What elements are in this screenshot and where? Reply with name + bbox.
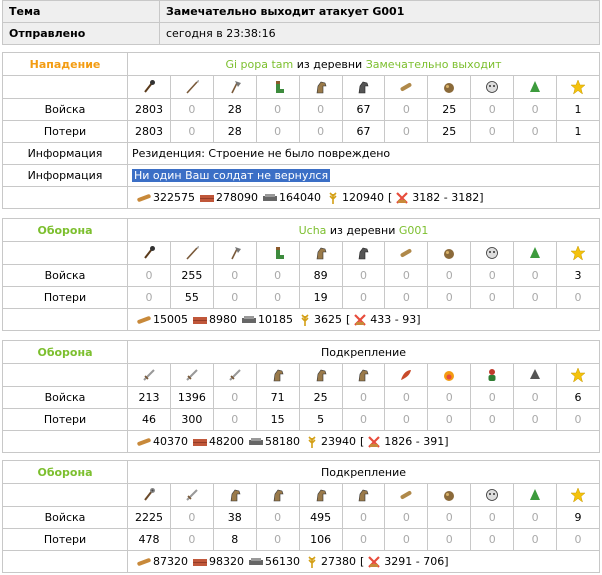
from-village-text: из деревни: [296, 57, 363, 71]
bounty-icon: [352, 312, 368, 328]
losses-label: Потери: [3, 529, 128, 551]
unit-count: 0: [256, 99, 299, 121]
defender-3-role: Оборона: [3, 461, 128, 484]
unit-count: 0: [170, 99, 213, 121]
unit-count: 0: [170, 121, 213, 143]
wood-value: 322575: [153, 190, 195, 204]
bounty-bracket: [: [346, 312, 351, 326]
chief-icon: [484, 245, 500, 261]
iron-value: 56130: [265, 554, 300, 568]
unit-count: 0: [471, 387, 514, 409]
subject-label: Тема: [3, 1, 160, 23]
defender-3-losses-row: [3, 529, 600, 551]
unit-icon-cell: [471, 76, 514, 99]
axe-icon: [227, 245, 243, 261]
settler-icon: [527, 79, 543, 95]
troops-label: Войска: [3, 507, 128, 529]
unit-icon-cell: [342, 364, 385, 387]
crop-value: 27380: [321, 554, 356, 568]
unit-icon-cell: [428, 364, 471, 387]
unit-icon-cell: [342, 76, 385, 99]
clay-icon: [192, 434, 208, 450]
unit-count: 0: [471, 409, 514, 431]
wood-value: 15005: [153, 312, 188, 326]
defender-table-2: [2, 340, 600, 453]
unit-icon-cell: [385, 76, 428, 99]
unit-count: 0: [385, 387, 428, 409]
defender-1-troops-row: [3, 265, 600, 287]
clay-value: 98320: [209, 554, 244, 568]
unit-count: 0: [256, 507, 299, 529]
clay-icon: [192, 312, 208, 328]
horse-helm-icon: [355, 245, 371, 261]
bounty-bracket: [: [388, 190, 393, 204]
unit-count: 0: [385, 409, 428, 431]
unit-count: 106: [299, 529, 342, 551]
info-label: Информация: [3, 165, 128, 187]
bounty-icon: [394, 190, 410, 206]
iron-value: 58180: [265, 434, 300, 448]
unit-count: 0: [514, 121, 557, 143]
unit-count: 0: [170, 529, 213, 551]
crop-icon: [297, 312, 313, 328]
wood-icon: [136, 434, 152, 450]
iron-value: 164040: [279, 190, 321, 204]
report-header: [2, 0, 600, 45]
unit-icon-cell: [428, 242, 471, 265]
unit-icon-cell: [557, 242, 600, 265]
from-village-text: из деревни: [329, 223, 396, 237]
attacker-unit-icons: [3, 76, 600, 99]
attacker-title: [128, 53, 600, 76]
unit-icon-cell: [256, 76, 299, 99]
unit-count: 255: [170, 265, 213, 287]
unit-count: 478: [128, 529, 171, 551]
bounty-range: 3291 - 706]: [384, 554, 449, 568]
wood-value: 87320: [153, 554, 188, 568]
ram-icon: [398, 245, 414, 261]
info-label: Информация: [3, 143, 128, 165]
unit-count: 0: [471, 529, 514, 551]
unit-count: 0: [557, 529, 600, 551]
axe-icon: [227, 79, 243, 95]
horse-icon: [313, 79, 329, 95]
defender-1-losses-row: [3, 287, 600, 309]
losses-label: Потери: [3, 287, 128, 309]
iron-icon: [248, 554, 264, 570]
unit-count: 0: [342, 265, 385, 287]
ram-icon: [398, 79, 414, 95]
unit-count: 0: [170, 507, 213, 529]
defender-1-role: Оборона: [3, 219, 128, 242]
spear-icon: [184, 79, 200, 95]
spear-icon: [184, 245, 200, 261]
unit-count: 2225: [128, 507, 171, 529]
unit-icon-cell: [471, 364, 514, 387]
sword-icon: [141, 367, 157, 383]
attacker-player-link[interactable]: Gi popa tam: [225, 57, 294, 71]
horse-icon: [227, 487, 243, 503]
attacker-table: [2, 52, 600, 209]
unit-icon-cell: [299, 364, 342, 387]
unit-icon-cell: [213, 76, 256, 99]
troops-label: Войска: [3, 387, 128, 409]
defender-2-resources: [128, 431, 600, 453]
unit-count: 0: [428, 529, 471, 551]
unit-count: 0: [299, 99, 342, 121]
unit-count: 0: [342, 287, 385, 309]
unit-count: 0: [128, 265, 171, 287]
attacker-role: Нападение: [3, 53, 128, 76]
unit-count: 0: [385, 287, 428, 309]
unit-count: 213: [128, 387, 171, 409]
unit-icon-cell: [428, 484, 471, 507]
settler-icon: [527, 487, 543, 503]
unit-count: 0: [213, 265, 256, 287]
unit-count: 38: [213, 507, 256, 529]
bounty-icon: [366, 434, 382, 450]
unit-icon-cell: [557, 364, 600, 387]
unit-count: 67: [342, 99, 385, 121]
unit-count: 0: [256, 529, 299, 551]
crop-icon: [325, 190, 341, 206]
unit-icon-cell: [128, 484, 171, 507]
defender-table-1: [2, 218, 600, 331]
attacker-village-link[interactable]: Замечательно выходит: [365, 57, 502, 71]
bounty-bracket: [: [360, 554, 365, 568]
unit-icon-cell: [256, 242, 299, 265]
unit-icon-cell: [514, 242, 557, 265]
defender-2-troops-row: [3, 387, 600, 409]
unit-icon-cell: [299, 76, 342, 99]
crop-icon: [304, 434, 320, 450]
horse-icon: [270, 487, 286, 503]
unit-count: 0: [213, 387, 256, 409]
unit-count: 0: [342, 409, 385, 431]
unit-count: 0: [213, 409, 256, 431]
unit-icon-cell: [514, 484, 557, 507]
clay-value: 278090: [216, 190, 258, 204]
unit-icon-cell: [299, 484, 342, 507]
attacker-info-residence: Резиденция: Строение не было повреждено: [128, 143, 600, 165]
unit-icon-cell: [213, 242, 256, 265]
unit-count: 0: [471, 507, 514, 529]
catapult-icon: [441, 245, 457, 261]
unit-icon-cell: [514, 364, 557, 387]
unit-icon-cell: [342, 242, 385, 265]
report-subject: Замечательно выходит атакует G001: [160, 1, 600, 23]
unit-count: 71: [256, 387, 299, 409]
unit-count: 2803: [128, 121, 171, 143]
unit-count: 0: [471, 99, 514, 121]
chief-icon: [484, 487, 500, 503]
defender-3-troops-row: [3, 507, 600, 529]
unit-count: 0: [256, 287, 299, 309]
troops-label: Войска: [3, 265, 128, 287]
unit-count: 0: [342, 507, 385, 529]
unit-count: 0: [385, 265, 428, 287]
unit-icon-cell: [128, 364, 171, 387]
defender-village-link[interactable]: G001: [398, 223, 429, 237]
sword-icon: [184, 487, 200, 503]
feather-icon: [398, 367, 414, 383]
defender-2-losses-row: [3, 409, 600, 431]
sword-icon: [227, 367, 243, 383]
clay-value: 8980: [209, 312, 237, 326]
unit-icon-cell: [170, 76, 213, 99]
horse-icon: [355, 367, 371, 383]
attacker-info-soldiers: Ни один Ваш солдат не вернулся: [134, 169, 329, 182]
unit-icon-cell: [385, 242, 428, 265]
unit-icon-cell: [213, 484, 256, 507]
unit-count: 6: [557, 387, 600, 409]
defender-player-link[interactable]: Ucha: [298, 223, 327, 237]
iron-icon: [241, 312, 257, 328]
unit-icon-cell: [213, 364, 256, 387]
iron-value: 10185: [258, 312, 293, 326]
unit-count: 300: [170, 409, 213, 431]
clay-icon: [192, 554, 208, 570]
unit-count: 0: [385, 507, 428, 529]
helm-icon: [527, 367, 543, 383]
unit-count: 25: [428, 99, 471, 121]
unit-count: 25: [299, 387, 342, 409]
boot-icon: [270, 245, 286, 261]
bounty-bracket: [: [360, 434, 365, 448]
unit-count: 0: [299, 121, 342, 143]
horse-icon: [313, 487, 329, 503]
unit-icon-cell: [385, 484, 428, 507]
wood-icon: [136, 554, 152, 570]
boot-icon: [270, 79, 286, 95]
unit-icon-cell: [557, 76, 600, 99]
unit-count: 28: [213, 99, 256, 121]
unit-icon-cell: [170, 242, 213, 265]
unit-count: 0: [514, 507, 557, 529]
unit-count: 0: [428, 507, 471, 529]
attacker-resources: [128, 187, 600, 209]
horse-helm-icon: [355, 79, 371, 95]
unit-count: 0: [514, 409, 557, 431]
unit-count: 495: [299, 507, 342, 529]
bounty-range: 433 - 93]: [370, 312, 421, 326]
unit-count: 0: [385, 99, 428, 121]
unit-count: 0: [385, 121, 428, 143]
unit-count: 0: [471, 121, 514, 143]
defender-2-role: Оборона: [3, 341, 128, 364]
unit-count: 0: [213, 287, 256, 309]
defender-3-unit-icons: [3, 484, 600, 507]
unit-count: 0: [428, 409, 471, 431]
sent-time: сегодня в 23:38:16: [160, 23, 600, 45]
unit-count: 0: [557, 409, 600, 431]
unit-count: 0: [428, 287, 471, 309]
unit-count: 19: [299, 287, 342, 309]
bounty-icon: [366, 554, 382, 570]
unit-icon-cell: [385, 364, 428, 387]
unit-count: 1396: [170, 387, 213, 409]
unit-count: 28: [213, 121, 256, 143]
settler-icon: [527, 245, 543, 261]
unit-count: 0: [256, 265, 299, 287]
unit-count: 0: [128, 287, 171, 309]
defender-table-3: [2, 460, 600, 573]
iron-icon: [262, 190, 278, 206]
unit-icon-cell: [170, 484, 213, 507]
unit-count: 46: [128, 409, 171, 431]
bounty-range: 1826 - 391]: [384, 434, 449, 448]
defender-1-resources: [128, 309, 600, 331]
unit-icon-cell: [428, 76, 471, 99]
unit-count: 55: [170, 287, 213, 309]
crop-icon: [304, 554, 320, 570]
unit-icon-cell: [299, 242, 342, 265]
unit-icon-cell: [256, 364, 299, 387]
unit-count: 5: [299, 409, 342, 431]
unit-icon-cell: [170, 364, 213, 387]
sent-label: Отправлено: [3, 23, 160, 45]
unit-count: 0: [471, 287, 514, 309]
unit-count: 0: [514, 287, 557, 309]
star-icon: [570, 367, 586, 383]
clay-icon: [199, 190, 215, 206]
defender-1-title: [128, 219, 600, 242]
unit-count: 0: [256, 121, 299, 143]
club-icon: [141, 79, 157, 95]
bounty-range: 3182 - 3182]: [412, 190, 484, 204]
unit-icon-cell: [514, 76, 557, 99]
wood-value: 40370: [153, 434, 188, 448]
unit-count: 0: [342, 529, 385, 551]
unit-count: 1: [557, 121, 600, 143]
unit-count: 0: [514, 529, 557, 551]
losses-label: Потери: [3, 121, 128, 143]
unit-count: 0: [342, 387, 385, 409]
sword-icon: [184, 367, 200, 383]
unit-count: 25: [428, 121, 471, 143]
unit-icon-cell: [128, 76, 171, 99]
unit-count: 3: [557, 265, 600, 287]
unit-count: 67: [342, 121, 385, 143]
crop-value: 23940: [321, 434, 356, 448]
unit-count: 0: [514, 99, 557, 121]
losses-label: Потери: [3, 409, 128, 431]
unit-count: 2803: [128, 99, 171, 121]
chief-icon: [484, 79, 500, 95]
unit-icon-cell: [557, 484, 600, 507]
mace-icon: [141, 487, 157, 503]
unit-count: 9: [557, 507, 600, 529]
unit-icon-cell: [471, 242, 514, 265]
horse-icon: [355, 487, 371, 503]
unit-count: 8: [213, 529, 256, 551]
iron-icon: [248, 434, 264, 450]
horse-icon: [313, 245, 329, 261]
clay-value: 48200: [209, 434, 244, 448]
defender-3-resources: [128, 551, 600, 573]
star-icon: [570, 79, 586, 95]
unit-icon-cell: [128, 242, 171, 265]
defender-2-unit-icons: [3, 364, 600, 387]
attacker-troops-row: [3, 99, 600, 121]
horse-icon: [313, 367, 329, 383]
unit-count: 15: [256, 409, 299, 431]
defender-3-title: Подкрепление: [128, 461, 600, 484]
troops-label: Войска: [3, 99, 128, 121]
fire-icon: [441, 367, 457, 383]
star-icon: [570, 487, 586, 503]
unit-count: 89: [299, 265, 342, 287]
unit-count: 0: [385, 529, 428, 551]
unit-icon-cell: [256, 484, 299, 507]
defender-2-title: Подкрепление: [128, 341, 600, 364]
club-icon: [141, 245, 157, 261]
catapult-icon: [441, 79, 457, 95]
defender-1-unit-icons: [3, 242, 600, 265]
crop-value: 3625: [314, 312, 342, 326]
unit-count: 0: [514, 387, 557, 409]
wood-icon: [136, 190, 152, 206]
unit-count: 0: [514, 265, 557, 287]
wood-icon: [136, 312, 152, 328]
star-icon: [570, 245, 586, 261]
person-icon: [484, 367, 500, 383]
unit-count: 1: [557, 99, 600, 121]
horse-icon: [270, 367, 286, 383]
unit-count: 0: [428, 265, 471, 287]
crop-value: 120940: [342, 190, 384, 204]
unit-count: 0: [557, 287, 600, 309]
unit-count: 0: [471, 265, 514, 287]
catapult-icon: [441, 487, 457, 503]
unit-count: 0: [428, 387, 471, 409]
unit-icon-cell: [471, 484, 514, 507]
unit-icon-cell: [342, 484, 385, 507]
attacker-losses-row: [3, 121, 600, 143]
ram-icon: [398, 487, 414, 503]
